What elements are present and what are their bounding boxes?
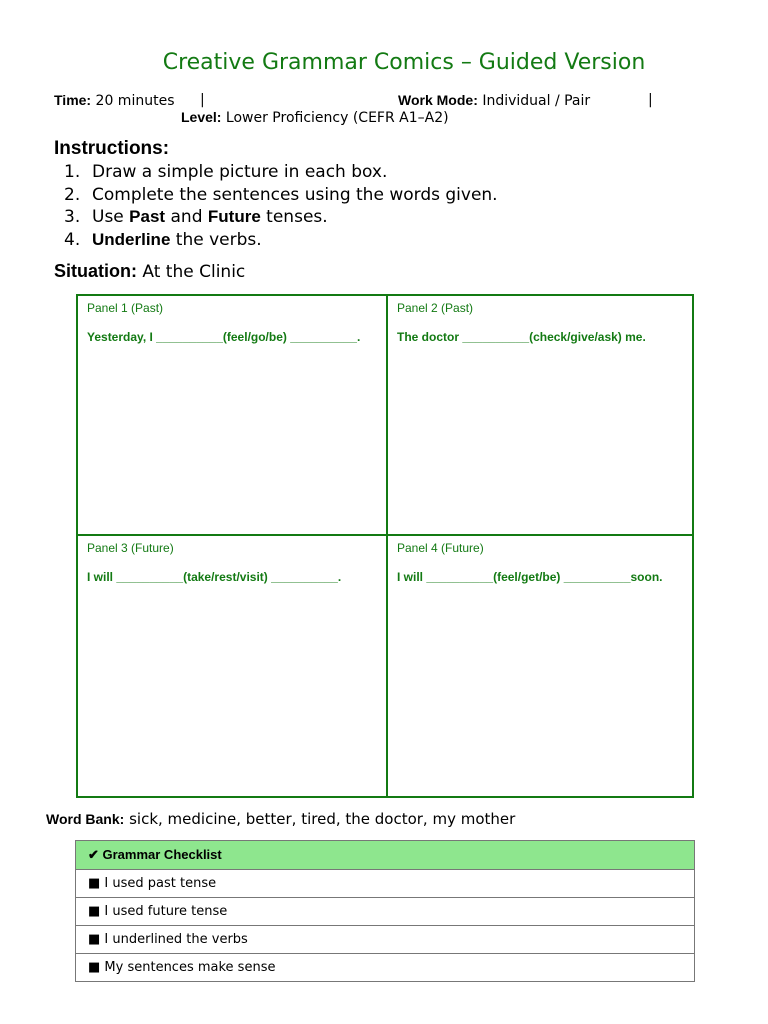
grammar-checklist [75,840,695,982]
comic-panel-4[interactable] [388,536,694,772]
panel-title: Panel 2 (Past) [397,301,474,315]
time-value: 20 minutes [95,93,175,109]
instructions-heading: Instructions: [54,138,170,159]
checklist-header: ✔ Grammar Checklist [76,841,694,869]
instruction-item: 3. Use Past and Future tenses. [64,207,328,228]
word-bank-words: sick, medicine, better, tired, the doctor, my mother [129,810,516,828]
panel-title: Panel 1 (Past) [87,301,164,315]
checklist-item[interactable]: ■ My sentences make sense [76,953,694,981]
word-bank-label: Word Bank: [46,811,125,827]
time-info [54,92,174,109]
situation [54,261,245,282]
level-value: Lower Proficiency (CEFR A1–A2) [225,110,449,126]
instruction-item: 4. Underline the verbs. [64,230,262,251]
comic-panel-2[interactable] [388,296,694,532]
comic-panel-3[interactable] [78,536,384,772]
situation-label: Situation: [54,261,137,281]
work-mode-info [398,92,590,109]
page-title: Creative Grammar Comics – Guided Version [162,50,646,75]
instructions-list [64,161,498,252]
panel-sentence: I will __________(take/rest/visit) __________. [87,570,342,584]
checklist-item[interactable]: ■ I used past tense [76,869,694,897]
comic-panel-1[interactable] [78,296,384,532]
checklist-item[interactable]: ■ I used future tense [76,897,694,925]
panel-title: Panel 4 (Future) [397,541,484,555]
panel-sentence: I will __________(feel/get/be) __________soon. [397,570,663,584]
comic-panels-grid [76,294,694,798]
separator: | [200,92,205,108]
level-info [181,109,449,126]
panel-sentence: Yesterday, I __________(feel/go/be) __________. [87,330,361,344]
work-mode-value: Individual / Pair [482,93,591,109]
time-label: Time: [54,92,92,108]
instruction-item: 1. Draw a simple picture in each box. [64,162,388,182]
situation-value: At the Clinic [142,262,246,282]
separator: | [648,92,653,108]
word-bank [46,810,515,828]
work-mode-label: Work Mode: [398,92,478,108]
panel-sentence: The doctor __________(check/give/ask) me. [397,330,646,344]
checklist-item[interactable]: ■ I underlined the verbs [76,925,694,953]
panel-title: Panel 3 (Future) [87,541,174,555]
level-label: Level: [181,109,222,125]
instruction-item: 2. Complete the sentences using the words given. [64,184,498,205]
